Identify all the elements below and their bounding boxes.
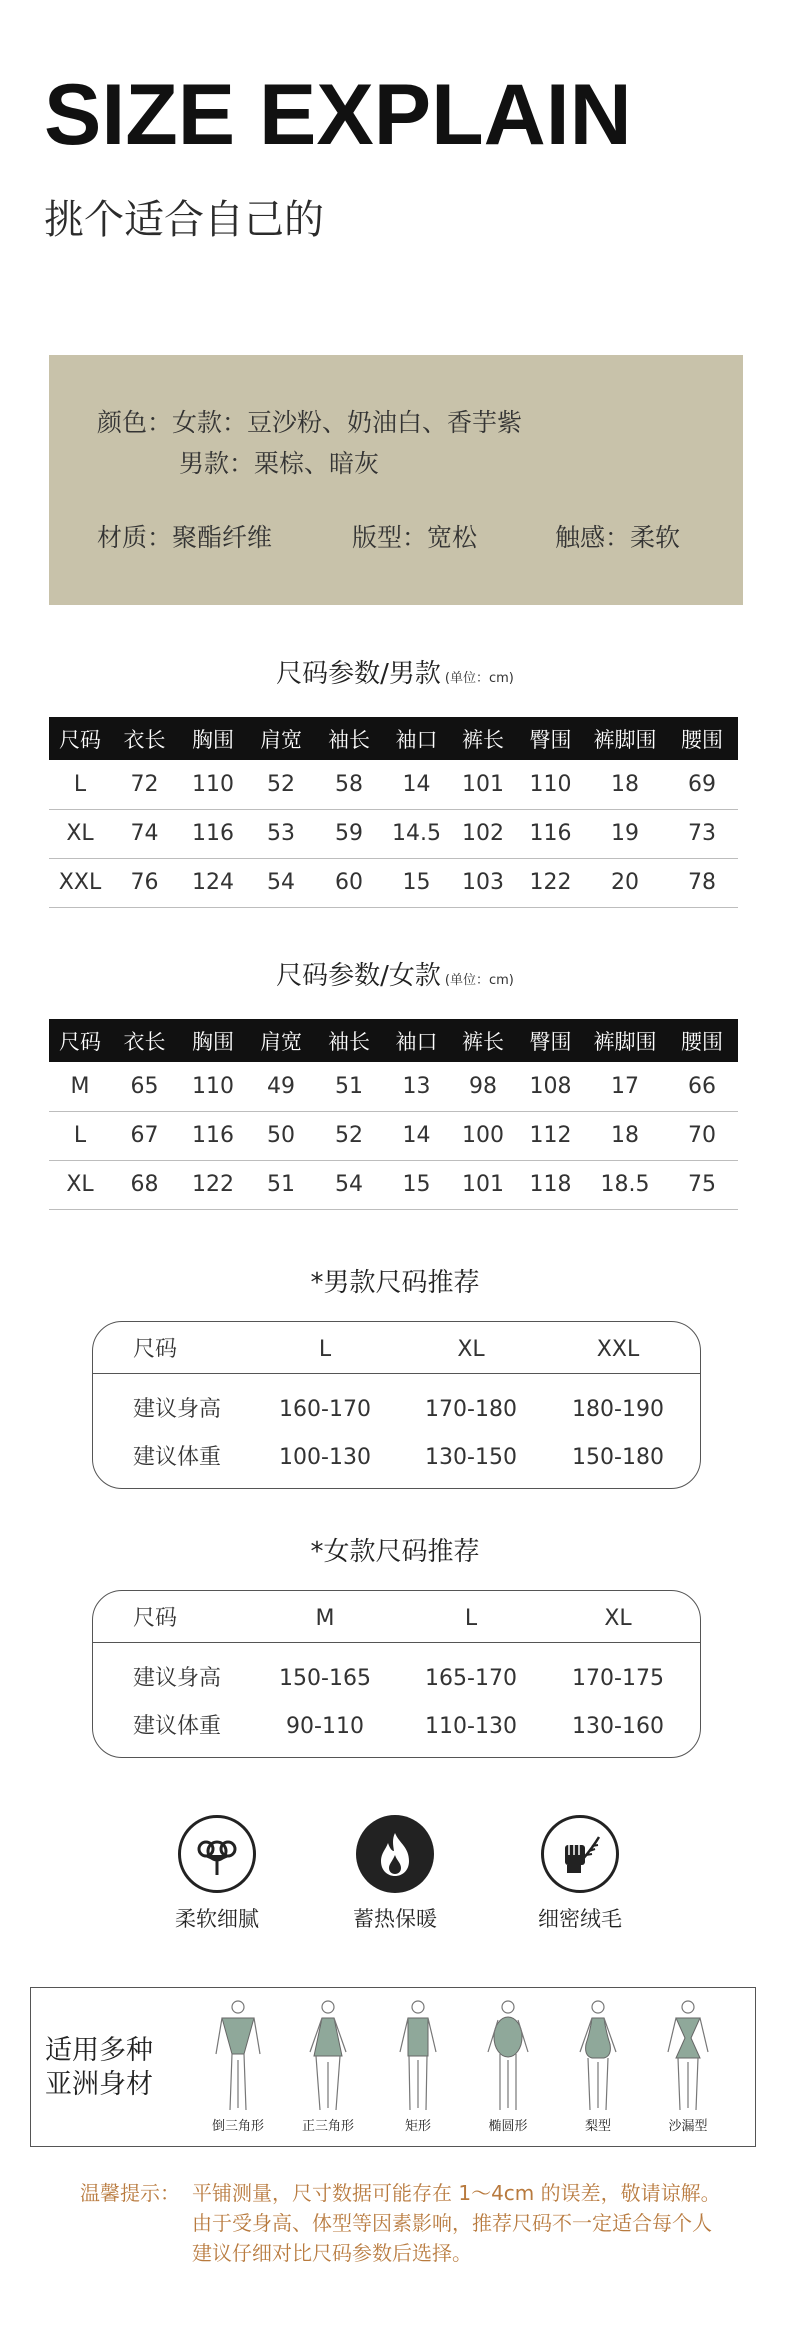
women-rec-weight-label: 建议体重 — [133, 1714, 222, 1739]
men-header-cell: 裤脚围 — [584, 717, 666, 760]
fist-feather-icon — [541, 1815, 619, 1893]
table-row — [49, 858, 738, 907]
men-table-cell: 110 — [178, 760, 248, 809]
body-type-label: 倒三角形 — [211, 2119, 264, 2134]
hourglass-figure-icon — [658, 1998, 718, 2116]
women-table-cell: 70 — [666, 1111, 738, 1160]
men-table-cell: 110 — [517, 760, 584, 809]
men-table-cell: 101 — [449, 760, 517, 809]
women-table-cell: L — [49, 1111, 111, 1160]
feature-fleece-label: 细密绒毛 — [538, 1907, 622, 1931]
men-table-cell: 103 — [449, 858, 517, 907]
triangle-figure-icon — [298, 1998, 358, 2116]
table-row — [49, 1062, 738, 1111]
men-header-cell: 衣长 — [111, 717, 178, 760]
feel-text: 触感：柔软 — [555, 523, 681, 552]
women-table-unit: (单位：cm) — [444, 973, 514, 988]
women-rec-weight-value: 110-130 — [425, 1714, 517, 1739]
women-table-cell: 54 — [314, 1160, 384, 1209]
men-table-cell: 53 — [248, 809, 314, 858]
table-row — [49, 1111, 738, 1160]
women-table-cell: 13 — [384, 1062, 449, 1111]
page-title: SIZE EXPLAIN — [44, 67, 632, 163]
women-table-cell: 112 — [517, 1111, 584, 1160]
warm-tip-line: 由于受身高、体型等因素影响，推荐尺码不一定适合每个人 — [192, 2211, 712, 2235]
men-table-cell: 59 — [314, 809, 384, 858]
cotton-icon — [178, 1815, 256, 1893]
page-subtitle: 挑个适合自己的 — [44, 197, 324, 243]
men-rec-card — [92, 1321, 701, 1489]
women-rec-size-xl: XL — [604, 1606, 632, 1631]
color-women-text: 颜色：女款：豆沙粉、奶油白、香芋紫 — [97, 408, 523, 437]
women-rec-size-m: M — [315, 1606, 335, 1631]
body-type-oval — [463, 1998, 553, 2133]
women-table-cell: 17 — [584, 1062, 666, 1111]
table-row — [49, 760, 738, 809]
women-table-cell: 110 — [178, 1062, 248, 1111]
men-table-cell: 69 — [666, 760, 738, 809]
women-table-cell: 18 — [584, 1111, 666, 1160]
women-rec-title: *女款尺码推荐 — [310, 1537, 480, 1567]
women-table-cell: 98 — [449, 1062, 517, 1111]
women-table-title — [0, 963, 790, 989]
body-types-title — [45, 2034, 153, 2102]
women-header-cell: 胸围 — [178, 1019, 248, 1062]
body-type-label: 矩形 — [404, 2119, 431, 2134]
women-size-table — [49, 1019, 738, 1210]
men-table-cell: 78 — [666, 858, 738, 907]
feature-fleece — [505, 1815, 655, 1930]
men-rec-size-l: L — [318, 1337, 332, 1362]
women-header-cell: 腰围 — [666, 1019, 738, 1062]
women-table-cell: 108 — [517, 1062, 584, 1111]
men-table-cell: 102 — [449, 809, 517, 858]
men-table-cell: 20 — [584, 858, 666, 907]
women-rec-height-value: 170-175 — [572, 1666, 664, 1691]
men-table-unit: (单位：cm) — [444, 671, 514, 686]
women-header-cell: 袖长 — [314, 1019, 384, 1062]
women-rec-head-label: 尺码 — [133, 1606, 178, 1631]
men-rec-head-label: 尺码 — [133, 1337, 178, 1362]
men-table-cell: 76 — [111, 858, 178, 907]
body-types-panel — [30, 1987, 756, 2147]
women-table-cell: 116 — [178, 1111, 248, 1160]
women-rec-card — [92, 1590, 701, 1758]
men-header-cell: 胸围 — [178, 717, 248, 760]
men-header-cell: 袖长 — [314, 717, 384, 760]
men-rec-size-xl: XL — [457, 1337, 485, 1362]
women-table-cell: 122 — [178, 1160, 248, 1209]
men-table-header-row — [49, 717, 738, 760]
warm-tip-line: 建议仔细对比尺码参数后选择。 — [192, 2241, 472, 2265]
feature-warm — [320, 1815, 470, 1930]
women-table-cell: 65 — [111, 1062, 178, 1111]
men-table-title — [0, 661, 790, 687]
inverted-triangle-figure-icon — [208, 1998, 268, 2116]
warm-tip-line: 平铺测量，尺寸数据可能存在 1～4cm 的误差，敬请谅解。 — [192, 2181, 721, 2205]
men-table-cell: 116 — [517, 809, 584, 858]
women-table-cell: 52 — [314, 1111, 384, 1160]
women-header-cell: 臀围 — [517, 1019, 584, 1062]
women-rec-weight-value: 130-160 — [572, 1714, 664, 1739]
men-rec-title: *男款尺码推荐 — [310, 1268, 480, 1298]
men-rec-height-value: 170-180 — [425, 1397, 517, 1422]
men-header-cell: 肩宽 — [248, 717, 314, 760]
women-table-cell: M — [49, 1062, 111, 1111]
women-table-cell: 118 — [517, 1160, 584, 1209]
women-table-header-row — [49, 1019, 738, 1062]
men-header-cell: 袖口 — [384, 717, 449, 760]
product-info-panel — [49, 355, 743, 605]
women-table-cell: XL — [49, 1160, 111, 1209]
men-table-cell: 54 — [248, 858, 314, 907]
women-table-cell: 15 — [384, 1160, 449, 1209]
women-table-cell: 75 — [666, 1160, 738, 1209]
women-table-cell: 67 — [111, 1111, 178, 1160]
women-table-cell: 51 — [248, 1160, 314, 1209]
men-table-cell: 72 — [111, 760, 178, 809]
women-table-cell: 66 — [666, 1062, 738, 1111]
women-rec-height-label: 建议身高 — [133, 1666, 222, 1691]
women-table-cell: 14 — [384, 1111, 449, 1160]
men-header-cell: 尺码 — [49, 717, 111, 760]
warm-tip-label: 温馨提示： — [80, 2181, 180, 2205]
body-type-label: 正三角形 — [301, 2119, 354, 2134]
body-types-title-line1: 适用多种 — [45, 2035, 153, 2066]
men-table-cell: 52 — [248, 760, 314, 809]
men-table-title-text: 尺码参数/男款 — [276, 659, 441, 689]
men-rec-height-value: 180-190 — [572, 1397, 664, 1422]
women-header-cell: 裤长 — [449, 1019, 517, 1062]
body-type-inverted-triangle — [193, 1998, 283, 2133]
flame-icon — [356, 1815, 434, 1893]
men-table-cell: 15 — [384, 858, 449, 907]
pear-figure-icon — [568, 1998, 628, 2116]
oval-figure-icon — [478, 1998, 538, 2116]
men-table-cell: XL — [49, 809, 111, 858]
rectangle-figure-icon — [388, 1998, 448, 2116]
men-rec-weight-value: 130-150 — [425, 1445, 517, 1470]
men-rec-size-xxl: XXL — [596, 1337, 640, 1362]
women-header-cell: 尺码 — [49, 1019, 111, 1062]
body-type-triangle — [283, 1998, 373, 2133]
warm-tip-lines — [192, 2178, 721, 2268]
women-table-cell: 50 — [248, 1111, 314, 1160]
color-men-text: 男款：栗棕、暗灰 — [179, 449, 380, 478]
men-header-cell: 臀围 — [517, 717, 584, 760]
men-rec-height-label: 建议身高 — [133, 1397, 222, 1422]
men-rec-height-value: 160-170 — [279, 1397, 371, 1422]
women-table-cell: 18.5 — [584, 1160, 666, 1209]
women-rec-weight-value: 90-110 — [286, 1714, 364, 1739]
women-table-cell: 101 — [449, 1160, 517, 1209]
body-type-label: 梨型 — [584, 2119, 611, 2134]
women-table-title-text: 尺码参数/女款 — [276, 961, 441, 991]
women-header-cell: 肩宽 — [248, 1019, 314, 1062]
feature-soft — [142, 1815, 292, 1930]
body-type-label: 沙漏型 — [668, 2119, 708, 2134]
women-rec-height-value: 165-170 — [425, 1666, 517, 1691]
men-table-cell: 116 — [178, 809, 248, 858]
men-table-cell: 58 — [314, 760, 384, 809]
women-table-cell: 100 — [449, 1111, 517, 1160]
women-rec-size-l: L — [464, 1606, 478, 1631]
men-table-cell: XXL — [49, 858, 111, 907]
feature-soft-label: 柔软细腻 — [175, 1907, 259, 1931]
men-table-cell: 14.5 — [384, 809, 449, 858]
men-table-cell: 74 — [111, 809, 178, 858]
women-table-cell: 49 — [248, 1062, 314, 1111]
material-text: 材质：聚酯纤维 — [97, 523, 273, 552]
men-rec-weight-value: 100-130 — [279, 1445, 371, 1470]
men-rec-weight-value: 150-180 — [572, 1445, 664, 1470]
men-table-cell: L — [49, 760, 111, 809]
men-header-cell: 裤长 — [449, 717, 517, 760]
body-types-title-line2: 亚洲身材 — [45, 2069, 153, 2100]
women-header-cell: 裤脚围 — [584, 1019, 666, 1062]
women-table-cell: 51 — [314, 1062, 384, 1111]
men-table-cell: 19 — [584, 809, 666, 858]
women-rec-height-value: 150-165 — [279, 1666, 371, 1691]
fit-text: 版型：宽松 — [352, 523, 478, 552]
men-table-cell: 14 — [384, 760, 449, 809]
feature-warm-label: 蓄热保暖 — [353, 1907, 437, 1931]
women-header-cell: 袖口 — [384, 1019, 449, 1062]
table-row — [49, 809, 738, 858]
table-row — [49, 1160, 738, 1209]
women-table-cell: 68 — [111, 1160, 178, 1209]
body-type-label: 椭圆形 — [488, 2119, 528, 2134]
men-table-cell: 60 — [314, 858, 384, 907]
men-table-cell: 18 — [584, 760, 666, 809]
men-header-cell: 腰围 — [666, 717, 738, 760]
women-header-cell: 衣长 — [111, 1019, 178, 1062]
body-type-pear — [553, 1998, 643, 2133]
men-table-cell: 124 — [178, 858, 248, 907]
men-table-cell: 122 — [517, 858, 584, 907]
men-table-cell: 73 — [666, 809, 738, 858]
body-type-hourglass — [643, 1998, 733, 2133]
men-rec-weight-label: 建议体重 — [133, 1445, 222, 1470]
men-size-table — [49, 717, 738, 908]
body-type-rectangle — [373, 1998, 463, 2133]
